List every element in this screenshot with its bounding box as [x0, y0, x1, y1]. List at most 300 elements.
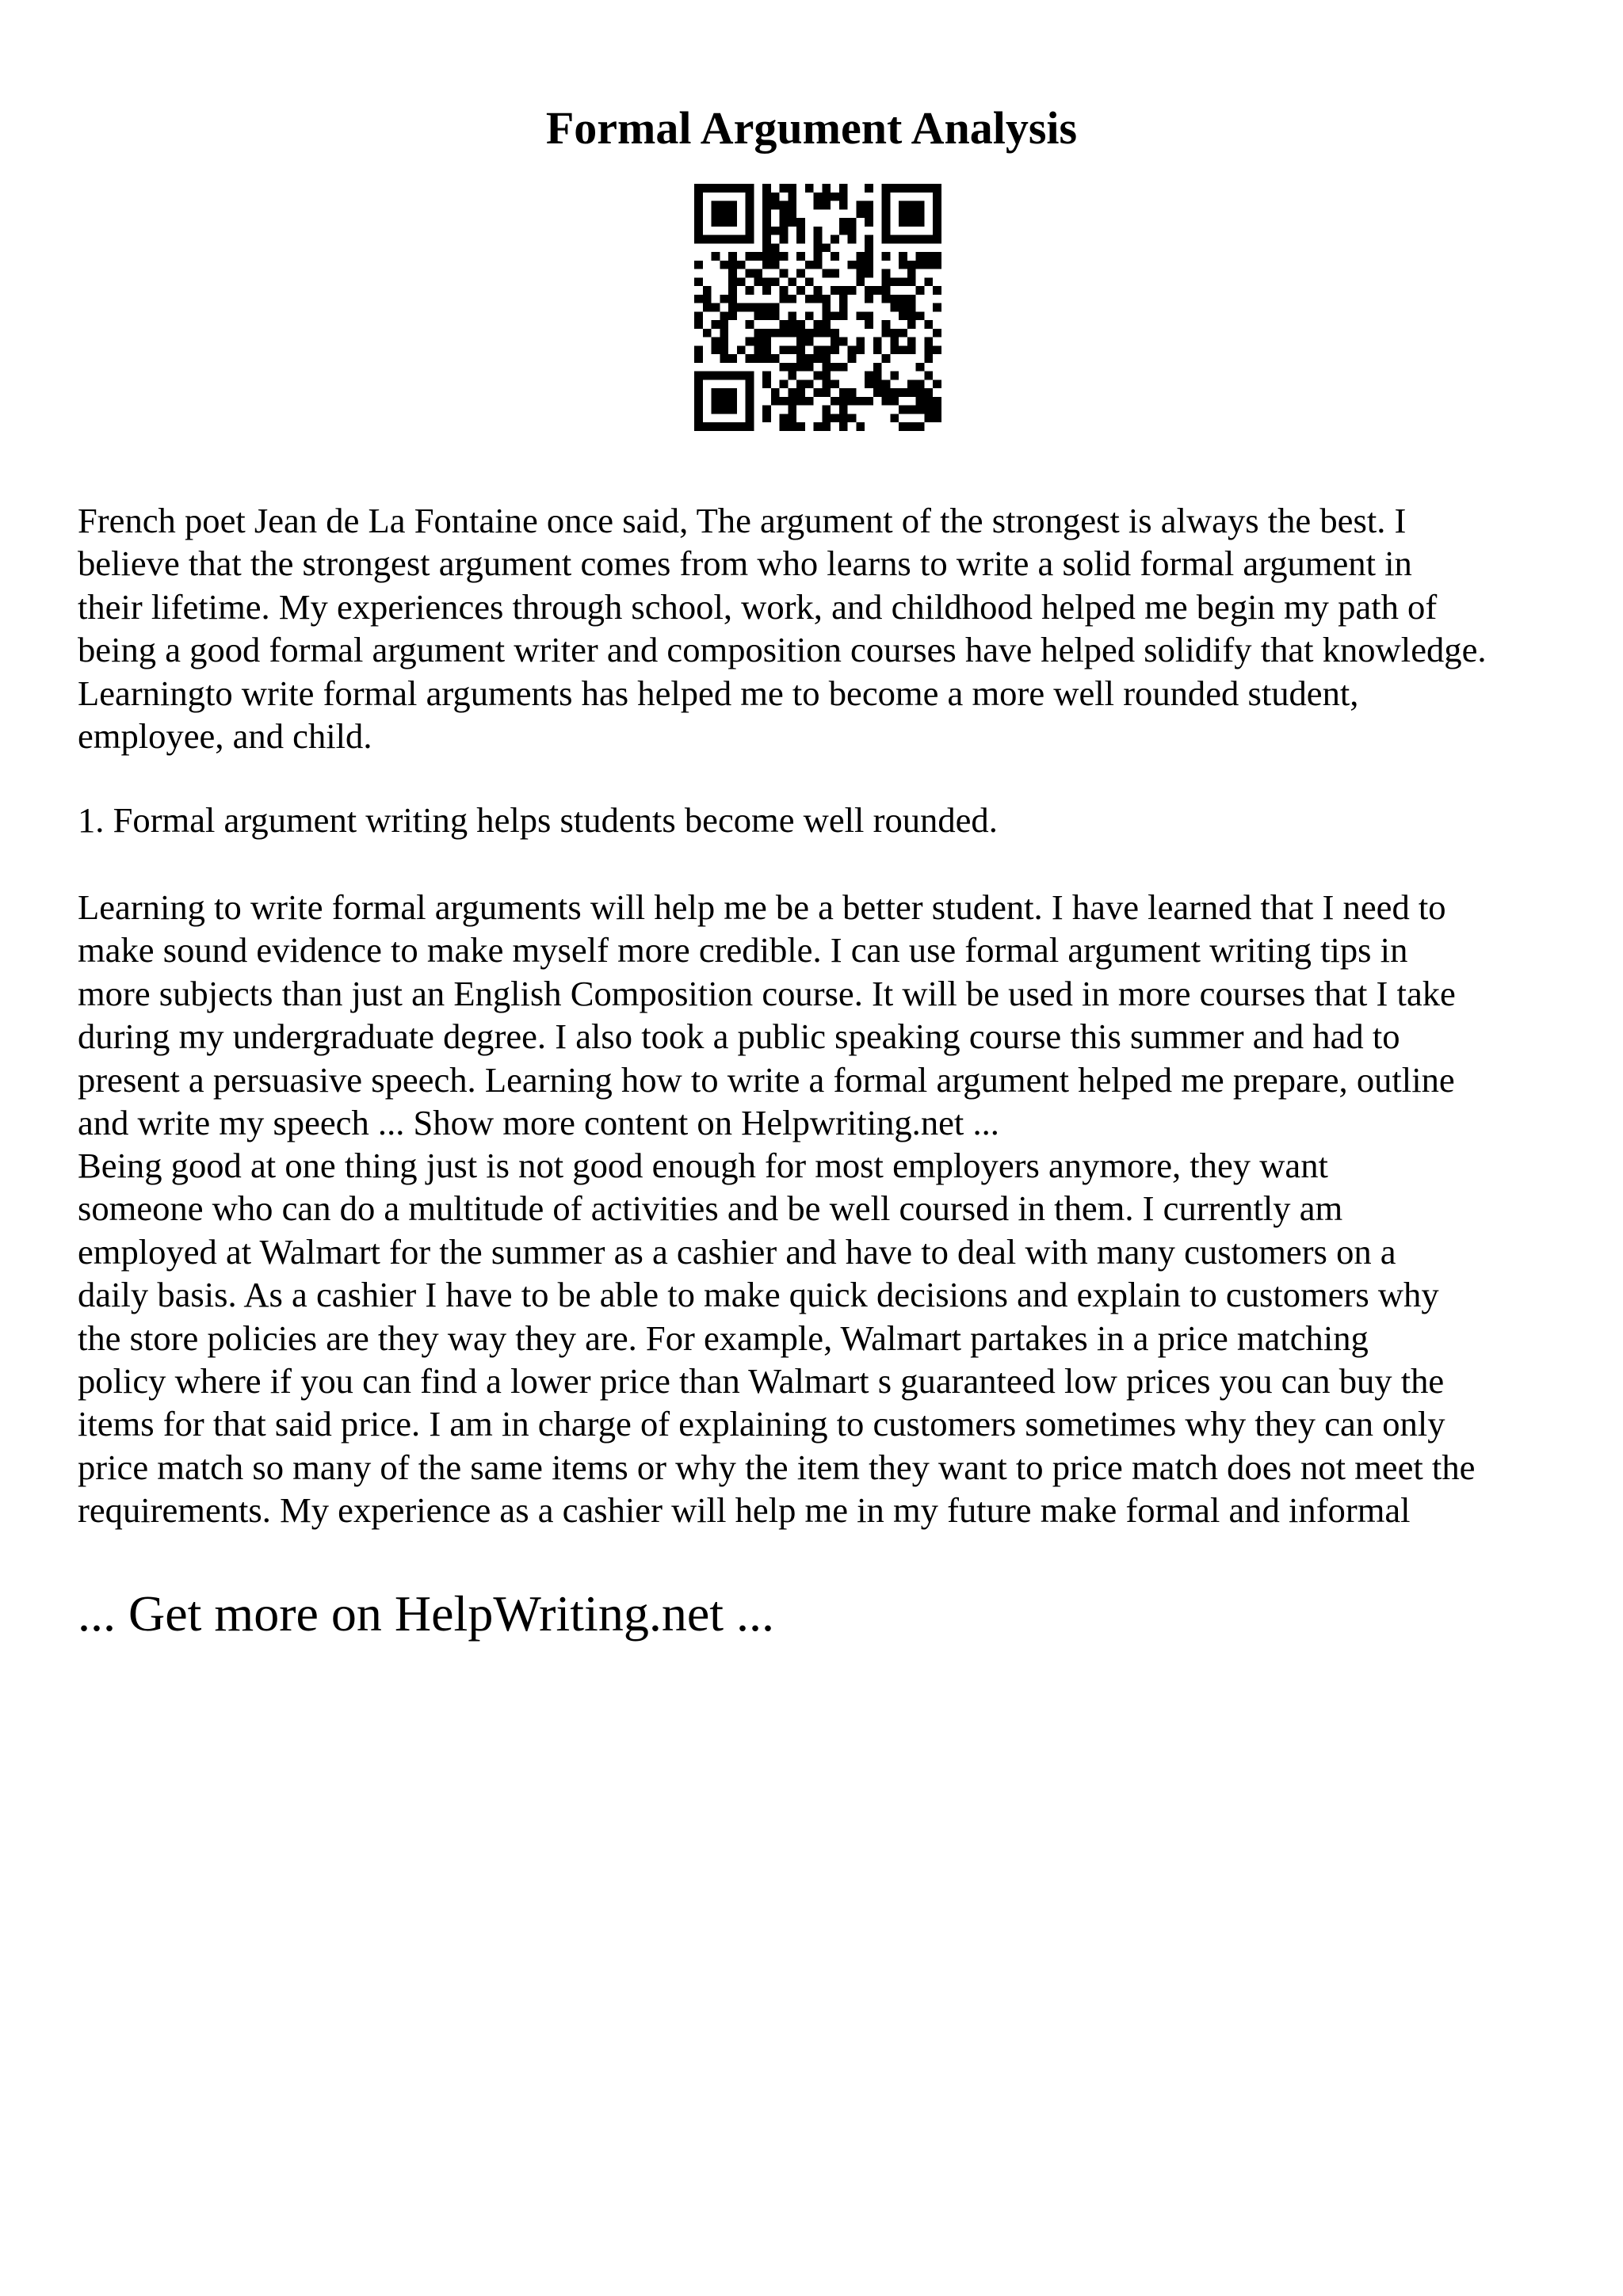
qr-module: [796, 218, 805, 227]
qr-module: [805, 363, 814, 372]
qr-module: [916, 201, 925, 210]
qr-module: [703, 329, 712, 338]
qr-module: [762, 303, 771, 312]
qr-module: [822, 295, 831, 303]
qr-module: [762, 345, 771, 354]
qr-module: [754, 311, 762, 320]
qr-module: [788, 397, 796, 406]
qr-module: [814, 320, 823, 329]
qr-module: [882, 193, 891, 201]
qr-module: [788, 388, 796, 397]
section-heading: [78, 799, 1568, 841]
qr-module: [694, 193, 703, 201]
qr-module: [771, 243, 780, 252]
qr-module: [720, 184, 728, 193]
qr-module: [728, 422, 737, 431]
qr-module: [933, 252, 941, 261]
qr-module: [694, 295, 703, 303]
paragraph-line: daily basis. As a cashier I have to be able to make quick decisions and explain to customers why: [78, 1275, 1439, 1315]
section-heading-text: 1. Formal argument writing helps students become well rounded.: [78, 800, 998, 840]
qr-module: [839, 338, 848, 346]
qr-code-graphic: [694, 184, 941, 431]
qr-module: [746, 286, 754, 295]
qr-module: [814, 193, 823, 201]
qr-module: [814, 295, 823, 303]
qr-module: [848, 397, 857, 406]
qr-module: [771, 311, 780, 320]
qr-module: [907, 269, 916, 278]
qr-module: [712, 209, 720, 218]
qr-module: [865, 320, 873, 329]
qr-module: [822, 269, 831, 278]
qr-module: [780, 227, 789, 235]
qr-module: [899, 261, 907, 269]
qr-module: [796, 345, 805, 354]
qr-module: [890, 295, 899, 303]
qr-module: [771, 193, 780, 201]
qr-module: [848, 354, 857, 363]
qr-module: [916, 388, 925, 397]
qr-module: [907, 218, 916, 227]
qr-module: [865, 201, 873, 210]
qr-module: [882, 227, 891, 235]
qr-module: [712, 218, 720, 227]
qr-module: [814, 243, 823, 252]
qr-module: [780, 218, 789, 227]
qr-module: [788, 218, 796, 227]
qr-module: [694, 388, 703, 397]
qr-module: [831, 252, 839, 261]
qr-module: [839, 388, 848, 397]
qr-module: [839, 201, 848, 210]
qr-module: [882, 201, 891, 210]
qr-module: [856, 338, 865, 346]
employee-paragraph: [78, 1144, 1568, 1532]
qr-module: [788, 295, 796, 303]
qr-module: [839, 184, 848, 193]
qr-module: [822, 243, 831, 252]
qr-module: [728, 311, 737, 320]
qr-module: [746, 338, 754, 346]
paragraph-line: believe that the strongest argument comes from who learns to write a solid formal argument in: [78, 543, 1412, 584]
qr-module: [814, 286, 823, 295]
qr-module: [746, 388, 754, 397]
qr-module: [746, 209, 754, 218]
qr-module: [746, 227, 754, 235]
qr-module: [694, 379, 703, 388]
paragraph-line: policy where if you can find a lower price than Walmart s guaranteed low prices you can buy the: [78, 1360, 1445, 1401]
student-paragraph: [78, 886, 1568, 1144]
document-title: Formal Argument Analysis: [545, 102, 1078, 154]
qr-module: [694, 320, 703, 329]
qr-module: [907, 379, 916, 388]
qr-module: [805, 379, 814, 388]
qr-module: [814, 235, 823, 244]
qr-module: [728, 388, 737, 397]
qr-module: [728, 372, 737, 380]
qr-module: [882, 388, 891, 397]
qr-module: [780, 414, 789, 422]
qr-module: [933, 201, 941, 210]
qr-module: [694, 218, 703, 227]
qr-module: [856, 422, 865, 431]
qr-module: [907, 422, 916, 431]
qr-module: [694, 345, 703, 354]
qr-module: [933, 235, 941, 244]
qr-module: [831, 414, 839, 422]
qr-module: [703, 295, 712, 303]
qr-module: [762, 372, 771, 380]
qr-module: [728, 252, 737, 261]
qr-module: [762, 201, 771, 210]
qr-module: [805, 311, 814, 320]
qr-module: [712, 422, 720, 431]
qr-module: [805, 397, 814, 406]
qr-module: [728, 295, 737, 303]
qr-module: [788, 329, 796, 338]
qr-module: [720, 372, 728, 380]
qr-module: [771, 201, 780, 210]
qr-module: [780, 345, 789, 354]
qr-module: [694, 201, 703, 210]
qr-module: [788, 414, 796, 422]
qr-module: [899, 218, 907, 227]
qr-module: [814, 329, 823, 338]
qr-module: [746, 218, 754, 227]
qr-module: [737, 184, 746, 193]
qr-module: [737, 277, 746, 286]
qr-module: [762, 286, 771, 295]
qr-module: [839, 193, 848, 201]
qr-module: [933, 406, 941, 414]
qr-module: [865, 209, 873, 218]
qr-module: [822, 406, 831, 414]
qr-module: [856, 345, 865, 354]
qr-module: [890, 397, 899, 406]
qr-module: [831, 329, 839, 338]
qr-module: [712, 338, 720, 346]
qr-module: [924, 388, 933, 397]
paragraph-line: Learning to write formal arguments will help me be a better student. I have learned that I need to: [78, 887, 1446, 927]
qr-module: [805, 338, 814, 346]
qr-module: [712, 406, 720, 414]
qr-module: [720, 422, 728, 431]
qr-module: [924, 338, 933, 346]
qr-module: [771, 303, 780, 312]
qr-module: [873, 379, 882, 388]
qr-module: [796, 422, 805, 431]
qr-module: [933, 414, 941, 422]
qr-module: [796, 269, 805, 278]
qr-module: [839, 303, 848, 312]
qr-module: [694, 311, 703, 320]
qr-module: [720, 235, 728, 244]
qr-module: [924, 406, 933, 414]
qr-module: [865, 397, 873, 406]
qr-module: [720, 354, 728, 363]
qr-module: [865, 184, 873, 193]
qr-module: [814, 252, 823, 261]
qr-module: [907, 261, 916, 269]
qr-module: [762, 379, 771, 388]
qr-module: [754, 277, 762, 286]
qr-module: [848, 227, 857, 235]
qr-module: [712, 320, 720, 329]
qr-module: [728, 397, 737, 406]
qr-module: [933, 227, 941, 235]
qr-module: [899, 209, 907, 218]
paragraph-line: Learningto write formal arguments has helped me to become a more well rounded student,: [78, 673, 1359, 713]
paragraph-line: items for that said price. I am in charge of explaining to customers sometimes why they can only: [78, 1404, 1445, 1444]
qr-module: [890, 235, 899, 244]
qr-module: [839, 406, 848, 414]
qr-module: [728, 406, 737, 414]
qr-module: [780, 184, 789, 193]
qr-module: [839, 363, 848, 372]
qr-module: [754, 303, 762, 312]
qr-module: [746, 303, 754, 312]
qr-module: [865, 372, 873, 380]
qr-module: [831, 397, 839, 406]
qr-module: [754, 329, 762, 338]
qr-module: [924, 320, 933, 329]
qr-module: [737, 303, 746, 312]
qr-module: [796, 235, 805, 244]
qr-module: [907, 295, 916, 303]
qr-module: [848, 286, 857, 295]
qr-module: [873, 363, 882, 372]
qr-module: [814, 354, 823, 363]
qr-module: [907, 311, 916, 320]
qr-module: [831, 363, 839, 372]
qr-module: [788, 363, 796, 372]
qr-module: [728, 303, 737, 312]
qr-module: [780, 209, 789, 218]
qr-module: [796, 329, 805, 338]
qr-module: [728, 354, 737, 363]
paragraph-line: price match so many of the same items or why the item they want to price match does not meet the: [78, 1447, 1476, 1487]
qr-module: [865, 261, 873, 269]
qr-module: [899, 406, 907, 414]
qr-module: [822, 329, 831, 338]
qr-module: [728, 269, 737, 278]
qr-module: [856, 252, 865, 261]
qr-module: [916, 261, 925, 269]
qr-module: [814, 388, 823, 397]
qr-module: [839, 422, 848, 431]
qr-module: [814, 261, 823, 269]
qr-module: [899, 184, 907, 193]
qr-module: [762, 243, 771, 252]
qr-module: [746, 397, 754, 406]
qr-module: [788, 345, 796, 354]
qr-module: [831, 379, 839, 388]
qr-module: [822, 414, 831, 422]
qr-module: [762, 277, 771, 286]
qr-module: [890, 388, 899, 397]
qr-module: [856, 209, 865, 218]
qr-module: [933, 261, 941, 269]
qr-module: [754, 269, 762, 278]
qr-module: [839, 397, 848, 406]
qr-module: [890, 345, 899, 354]
qr-module: [916, 363, 925, 372]
qr-module: [746, 193, 754, 201]
qr-module: [899, 277, 907, 286]
qr-module: [933, 218, 941, 227]
qr-module: [933, 209, 941, 218]
qr-module: [780, 201, 789, 210]
qr-module: [882, 320, 891, 329]
qr-module: [814, 201, 823, 210]
qr-module: [737, 235, 746, 244]
qr-module: [865, 295, 873, 303]
qr-module: [907, 338, 916, 346]
qr-module: [839, 286, 848, 295]
qr-module: [865, 218, 873, 227]
qr-module: [694, 422, 703, 431]
qr-module: [899, 329, 907, 338]
qr-module: [822, 320, 831, 329]
qr-module: [720, 295, 728, 303]
qr-module: [890, 372, 899, 380]
qr-module: [762, 311, 771, 320]
qr-module: [865, 379, 873, 388]
qr-module: [796, 388, 805, 397]
qr-module: [882, 269, 891, 278]
qr-module: [856, 311, 865, 320]
qr-module: [865, 311, 873, 320]
qr-module: [712, 201, 720, 210]
qr-module: [865, 235, 873, 244]
qr-module: [694, 184, 703, 193]
paragraph-line: present a persuasive speech. Learning how to write a formal argument helped me prepare, outline: [78, 1059, 1455, 1100]
qr-module: [771, 227, 780, 235]
qr-module: [839, 311, 848, 320]
qr-module: [788, 209, 796, 218]
qr-module: [720, 388, 728, 397]
qr-module: [762, 193, 771, 201]
qr-module: [746, 354, 754, 363]
qr-module: [882, 329, 891, 338]
qr-module: [822, 184, 831, 193]
qr-module: [771, 397, 780, 406]
qr-module: [796, 227, 805, 235]
qr-module: [856, 397, 865, 406]
qr-module: [924, 354, 933, 363]
qr-module: [916, 397, 925, 406]
qr-module: [694, 277, 703, 286]
qr-module: [694, 354, 703, 363]
qr-module: [882, 379, 891, 388]
qr-module: [762, 218, 771, 227]
qr-module: [831, 311, 839, 320]
qr-module: [856, 201, 865, 210]
qr-module: [822, 354, 831, 363]
qr-module: [746, 269, 754, 278]
qr-module: [788, 201, 796, 210]
qr-module: [848, 345, 857, 354]
qr-module: [788, 184, 796, 193]
qr-module: [720, 261, 728, 269]
qr-module: [796, 338, 805, 346]
qr-module: [762, 329, 771, 338]
qr-module: [712, 372, 720, 380]
get-more-link[interactable]: ... Get more on HelpWriting.net ...: [78, 1585, 774, 1642]
paragraph-line: French poet Jean de La Fontaine once said, The argument of the strongest is always the best. I: [78, 501, 1407, 540]
paragraph-line: make sound evidence to make myself more credible. I can use formal argument writing tips in: [78, 930, 1408, 971]
qr-module: [737, 261, 746, 269]
qr-module: [822, 311, 831, 320]
qr-module: [822, 372, 831, 380]
qr-module: [933, 345, 941, 354]
qr-module: [856, 261, 865, 269]
qr-module: [746, 422, 754, 431]
qr-module: [933, 286, 941, 295]
qr-module: [882, 354, 891, 363]
qr-module: [762, 235, 771, 244]
qr-module: [873, 345, 882, 354]
qr-module: [805, 329, 814, 338]
qr-module: [712, 252, 720, 261]
qr-module: [856, 269, 865, 278]
qr-module: [712, 345, 720, 354]
qr-module: [890, 184, 899, 193]
qr-module: [805, 354, 814, 363]
qr-module: [882, 209, 891, 218]
qr-module: [780, 379, 789, 388]
qr-module: [712, 397, 720, 406]
qr-module: [907, 277, 916, 286]
qr-module: [924, 184, 933, 193]
qr-module: [924, 372, 933, 380]
qr-module: [848, 235, 857, 244]
qr-module: [873, 372, 882, 380]
qr-module: [814, 422, 823, 431]
qr-module: [780, 286, 789, 295]
qr-module: [694, 261, 703, 269]
qr-module: [924, 252, 933, 261]
qr-module: [720, 329, 728, 338]
qr-module: [839, 218, 848, 227]
qr-module: [822, 422, 831, 431]
qr-module: [762, 184, 771, 193]
qr-module: [865, 243, 873, 252]
qr-module: [907, 209, 916, 218]
qr-module: [882, 295, 891, 303]
qr-module: [831, 345, 839, 354]
qr-module: [694, 406, 703, 414]
qr-module: [814, 372, 823, 380]
qr-module: [831, 286, 839, 295]
qr-module: [848, 388, 857, 397]
qr-code-icon[interactable]: [694, 184, 941, 431]
qr-module: [728, 209, 737, 218]
qr-module: [899, 201, 907, 210]
qr-module: [712, 235, 720, 244]
qr-module: [865, 269, 873, 278]
qr-module: [780, 320, 789, 329]
qr-module: [907, 388, 916, 397]
qr-module: [907, 320, 916, 329]
qr-module: [890, 414, 899, 422]
qr-module: [924, 345, 933, 354]
qr-module: [805, 295, 814, 303]
qr-module: [694, 209, 703, 218]
qr-module: [780, 397, 789, 406]
qr-module: [694, 372, 703, 380]
qr-module: [822, 303, 831, 312]
